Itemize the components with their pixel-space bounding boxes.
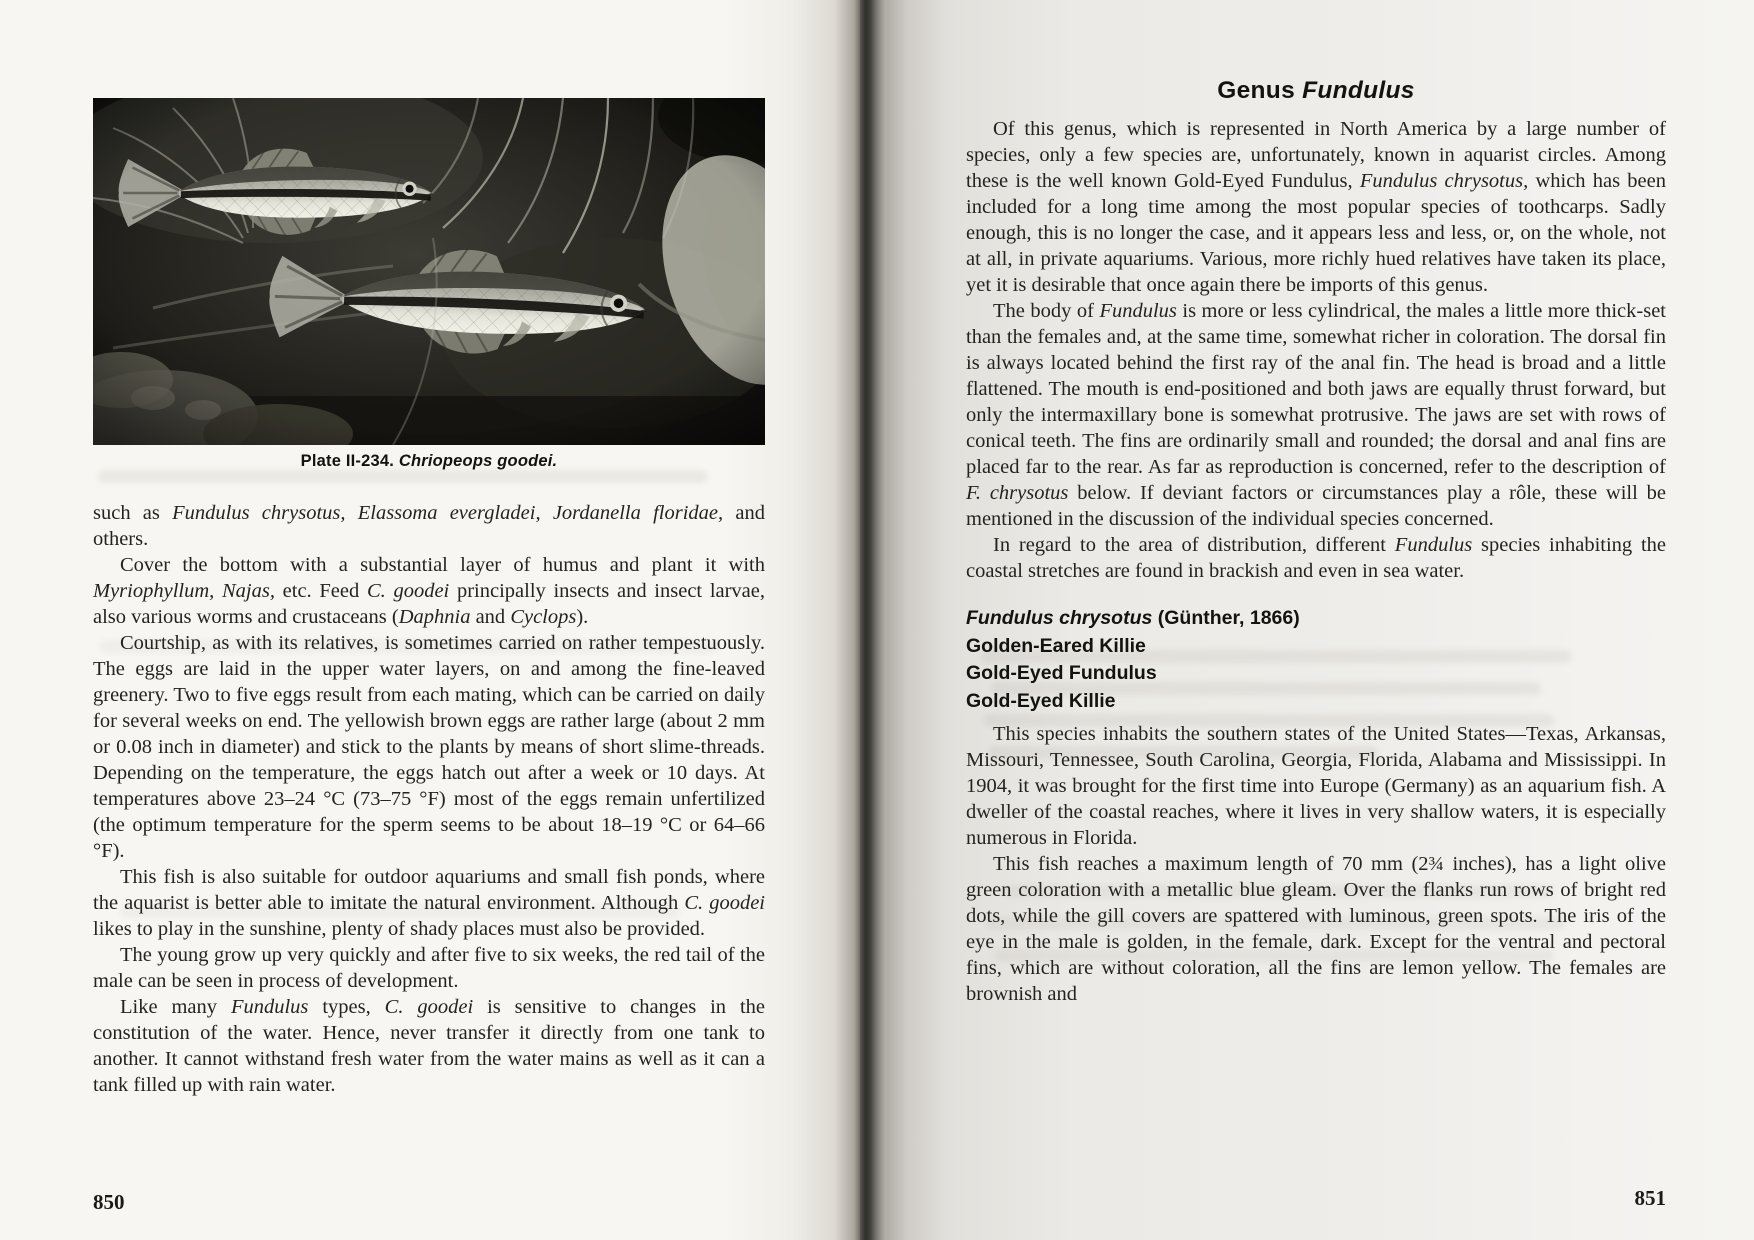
genus-heading: Genus Fundulus: [1217, 77, 1415, 104]
right-text-column: [966, 76, 1666, 1007]
common-name: Gold-Eyed Fundulus: [966, 662, 1157, 684]
species-paragraphs: [966, 721, 1666, 1007]
plate-photo: [93, 98, 765, 445]
paragraph: The young grow up very quickly and after five to six weeks, the red tail of the male can be seen in process of development.: [93, 944, 765, 992]
gutter-shadow: [860, 0, 886, 1240]
common-name: Golden-Eared Killie: [966, 634, 1146, 657]
paragraph: This fish is also suitable for outdoor aquariums and small fish ponds, where the aquarist is better able to imitate the natural environment. Although C. goodei likes to play in the sunshine, plenty of shady places must also be provided.: [93, 866, 765, 940]
paragraph: The body of Fundulus is more or less cylindrical, the males a little more thick-set than the females and, at the same time, somewhat richer in coloration. The dorsal fin is always located behind the first ray of the anal fin. The head is broad and a little flattened. The mouth is end-positioned and both jaws are equally thrust forward, but only the intermaxillary bone is somewhat protrusive. The jaws are set with rows of conical teeth. The fins are ordinarily small and rounded; the dorsal and anal fins are placed far to the rear. As far as reproduction is concerned, refer to the description of F. chrysotus below. If deviant factors or circumstances play a rôle, these will be mentioned in the discussion of the individual species concerned.: [966, 300, 1666, 530]
paragraph: Like many Fundulus types, C. goodei is sensitive to changes in the constitution of the water. Hence, never transfer it directly from one tank to another. It cannot withstand fresh water from the water mains as well as it can a tank filled up with rain water.: [93, 996, 766, 1096]
species-heading: Fundulus chrysotus (Günther, 1866): [966, 607, 1300, 629]
left-page-number: 850: [93, 1190, 125, 1214]
fish-illustration: [93, 98, 765, 445]
photo-caption: Plate II-234. Chriopeops goodei.: [300, 452, 558, 470]
right-page: [886, 0, 1754, 1240]
left-page: [0, 0, 860, 1240]
bleedthrough-artifact: [98, 470, 708, 483]
paragraph: Cover the bottom with a substantial layer of humus and plant it with Myriophyllum, Najas, etc. Feed C. goodei principally insects and insect larvae, also various worms and crustaceans (Daphnia and Cyclops).: [93, 554, 766, 628]
paragraph: This fish reaches a maximum length of 70 mm (2¾ inches), has a light olive green coloration with a metallic blue gleam. Over the flanks run rows of bright red dots, while the gill covers are spattered with luminous, green spots. The iris of the eye in the male is golden, in the female, dark. Except for the ventral and pectoral fins, which are without coloration, all the fins are lemon yellow. The females are brownish and: [966, 853, 1666, 1005]
left-text-column: [93, 500, 765, 1098]
common-name: Gold-Eyed Killie: [966, 689, 1116, 712]
paragraph: such as Fundulus chrysotus, Elassoma evergladei, Jordanella floridae, and others.: [93, 502, 765, 550]
paragraph: Courtship, as with its relatives, is sometimes carried on rather tempestuously. The eggs are laid in the upper water layers, on and among the fine-leaved greenery. Two to five eggs result from each mating, which can be carried on daily for several weeks on end. The yellowish brown eggs are rather large (about 2 mm or 0.08 inch in diameter) and stick to the plants by means of short slime-threads. Depending on the temperature, the eggs hatch out after a week or 10 days. At temperatures above 23–24 °C (73–75 °F) most of the eggs remain unfertilized (the optimum temperature for the sperm seems to be about 18–19 °C or 64–66 °F).: [93, 632, 765, 862]
paragraph: This species inhabits the southern states of the United States—Texas, Arkansas, Missouri, Tennessee, South Carolina, Georgia, Florida, Alabama and Mississippi. In 1904, it was brought for the first time into Europe (Germany) as an aquarium fish. A dweller of the coastal reaches, where it lives in very shallow waters, it is especially numerous in Florida.: [966, 723, 1666, 849]
paragraph: In regard to the area of distribution, different Fundulus species inhabiting the coastal stretches are found in brackish and even in sea water.: [966, 534, 1666, 582]
genus-paragraphs: [966, 116, 1666, 584]
common-names: [966, 633, 1666, 716]
paragraph: Of this genus, which is represented in North America by a large number of species, only a few species are, unfortunately, known in aquarist circles. Among these is the well known Gold-Eyed Fundulus, Fundulus chrysotus, which has been included for a long time among the most popular species of toothcarps. Sadly enough, this is no longer the case, and it appears less and less, or, on the whole, not at all, in private aquariums. Various, more richly hued relatives have taken its place, yet it is desirable that once again there be imports of this genus.: [966, 118, 1667, 296]
right-page-number: 851: [1634, 1186, 1666, 1210]
species-block: [966, 605, 1666, 715]
